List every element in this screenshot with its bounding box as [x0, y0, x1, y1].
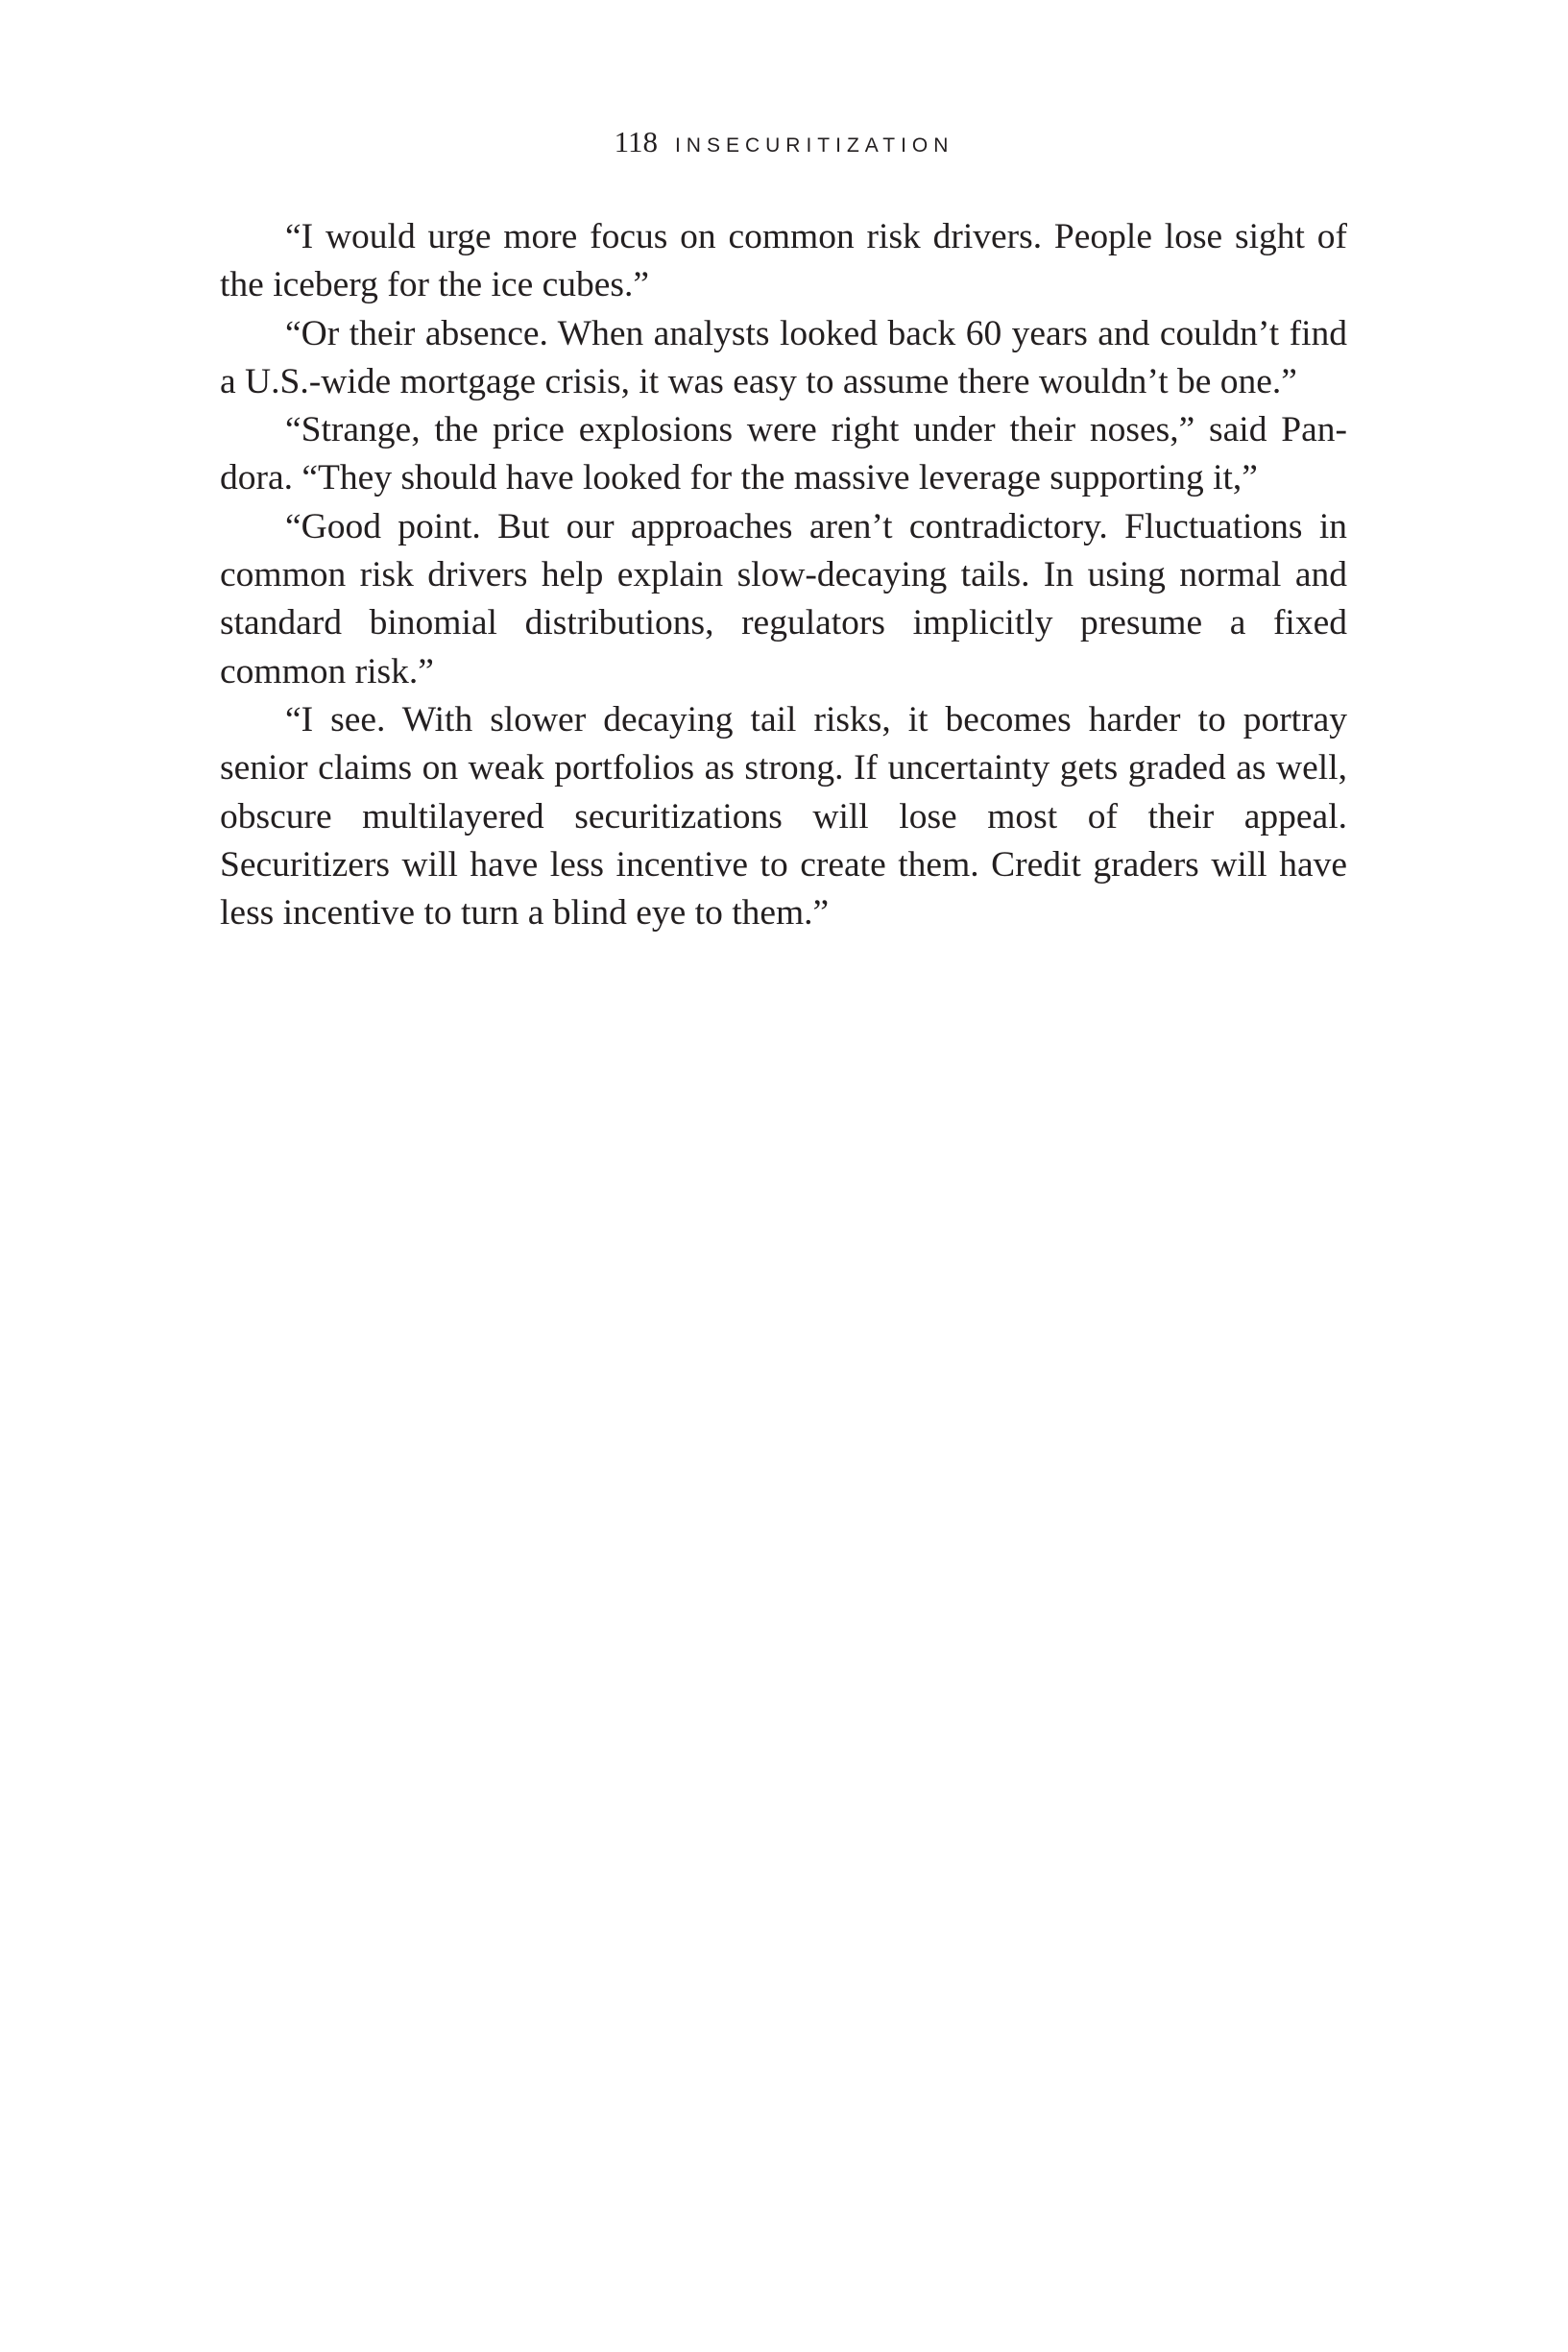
body-text [220, 213, 1347, 937]
paragraph: “Or their absence. When analysts looked back 60 years and couldn’t find a U.S.-wide mortgage crisis, it was easy to assume there wouldn’t be one.” [220, 313, 1347, 401]
paragraph: “Good point. But our approaches aren’t contradictory. Fluctuations in common risk drivers help explain slow-decaying tails. In using normal and standard binomial distributions, regulators implicitly presume a fixed common risk.” [220, 506, 1347, 691]
running-head [0, 123, 1568, 167]
book-title: INSECURITIZATION [674, 134, 954, 157]
paragraph: “Strange, the price explosions were right under their noses,” said Pandora. “They should have looked for the massive leverage supporting it,” [220, 410, 1347, 498]
paragraph: “I see. With slower decaying tail risks, it becomes harder to portray senior claims on weak portfolios as strong. If uncertainty gets graded as well, obscure multilayered securitizations will lose most of their appeal. Securitizers will have less incentive to create them. Credit graders will have less incentive to turn a blind eye to them.” [220, 699, 1347, 934]
page-number: 118 [614, 125, 658, 158]
paragraph: “I would urge more focus on common risk drivers. People lose sight of the iceberg for the ice cubes.” [220, 217, 1347, 305]
